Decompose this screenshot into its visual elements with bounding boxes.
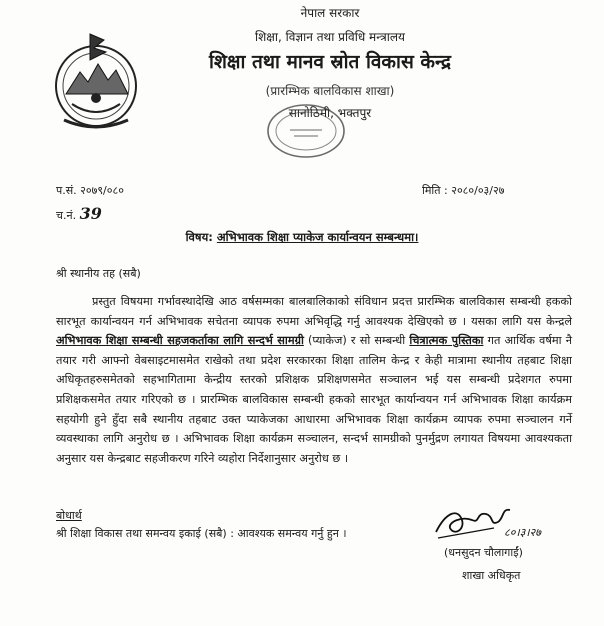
letter-date: मिति : २०८०/०३/२७ [422,184,505,197]
body-part-3: गत आर्थिक वर्षमा नै तयार गरी आफ्नो वेबसाइटमासमेत राखेको तथा प्रदेश सरकारका शिक्षा तालिम केन्द्र र केही मात्रामा स्थानीय तहबाट शिक्षा अधिकृतहरुसमेतको सहभागितामा केन्द्रीय स्तरको प्रशिक्षक प्रशिक्षणसमेत सञ्चालन भई यस सम्बन्धी प्रदेशगत रुपमा प्रशिक्षकसमेत तयार गरिएको छ । प्रारम्भिक बालविकास सम्बन्धी हकको सारभूत कार्यान्वयन गर्न अभिभावक शिक्षा कार्यक्रम सहयोगी हुने हुँदा सबै स्थानीय तहबाट उक्त प्याकेजका आधारमा अभिभावक शिक्षा कार्यक्रम व्यापक रुपमा सञ्चालन गर्ने व्यवस्थाका लागि अनुरोध छ । अभिभावक शिक्षा कार्यक्रम सञ्चालन, सन्दर्भ सामग्रीको पुनर्मुद्रण लगायत विषयमा आवश्यकता अनुसार यस केन्द्रबाट सहजीकरण गरिने व्यहोरा निर्देशानुसार अनुरोध छ । [56,334,572,465]
nepal-emblem-icon [50,28,142,138]
ministry-name: शिक्षा, विज्ञान तथा प्रविधि मन्त्रालय [255,30,405,44]
signature-date: ८०।३।२७ [504,526,541,539]
dispatch-label: च.नं. [56,209,77,222]
body-part-1: प्रस्तुत विषयमा गर्भावस्थादेखि आठ वर्षसम्मका बालबालिकाको संविधान प्रदत्त प्रारम्भिक बालविकास सम्बन्धी हकको सारभूत कार्यान्वयन गर्न अभिभावक सचेतना व्यापक रुपमा अभिवृद्धि गर्नु आवश्यक देखिएको छ । यसका लागि यस केन्द्रले [56,295,572,328]
office-stamp [264,100,348,162]
signatory-title: शाखा अधिकृत [462,569,521,582]
government-name: नेपाल सरकार [300,6,360,20]
subject-line [0,230,604,245]
signatory-name: (धनसुदन चौलागाईं) [444,546,523,559]
subject-label: विषय: [185,230,213,244]
body-part-2: (प्याकेज) र सो सम्बन्धी [303,334,410,348]
subject-text: अभिभावक शिक्षा प्याकेज कार्यान्वयन सम्बन्धमा। [216,230,419,244]
cc-label: बोधार्थ [56,509,82,522]
body-highlight-reference-material: अभिभावक शिक्षा सम्बन्धी सहजकर्ताका लागि सन्दर्भ सामग्री [56,334,304,348]
body-highlight-pictorial-booklet: चित्रात्मक पुस्तिका [409,334,484,348]
reference-number: प.सं. २०७९/०८० [56,184,124,197]
cc-text: श्री शिक्षा विकास तथा समन्वय इकाई (सबै) : आवश्यक समन्वय गर्नु हुन । [56,527,347,540]
office-location: सानोठिमी, भक्तपुर [288,106,372,120]
center-name: शिक्षा तथा मानव स्रोत विकास केन्द्र [209,51,451,73]
handwritten-signature [432,498,542,542]
dispatch-number-row [56,204,102,223]
letter-body [56,292,572,468]
recipient: श्री स्थानीय तह (सबै) [56,267,141,280]
division-name: (प्रारम्भिक बालविकास शाखा) [265,84,395,98]
dispatch-number: 39 [79,204,102,223]
